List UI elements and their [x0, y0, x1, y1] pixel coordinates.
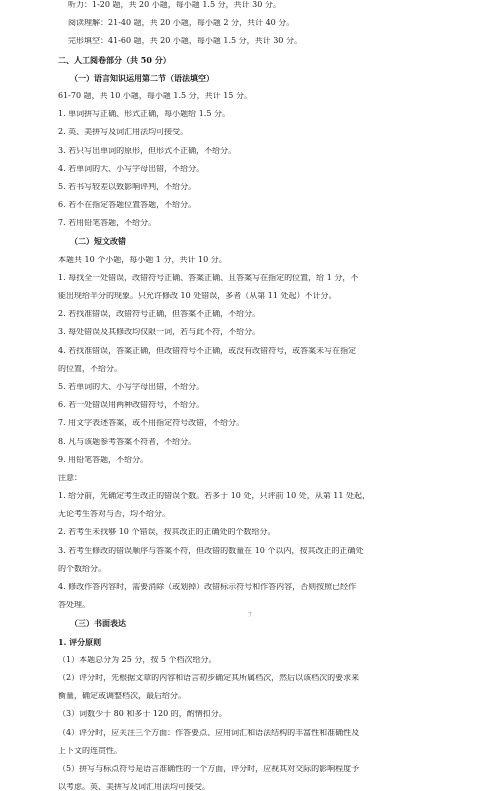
correction-rule-6: 6. 若一处错误用两种改错符号，不给分。 [58, 401, 205, 410]
principle-4-cont: 上下文的连贯性。 [58, 746, 122, 755]
note-1: 1. 给分前，先确定考生改正的错误个数。若多于 10 处，只评前 10 处，从第 11 处起， [58, 492, 370, 501]
note-1-cont: 无论考生答对与否，均不给分。 [58, 510, 170, 519]
page-number: 7 [248, 612, 252, 619]
note-3: 3. 若考生修改的错误顺序与答案不符，但改错的数量在 10 个以内，按其改正的正确处 [58, 546, 364, 555]
grammar-rule-5: 5. 若书写较差以致影响评判，不给分。 [58, 182, 197, 191]
grammar-rule-4: 4. 若单词的大、小写字母出错，不给分。 [58, 164, 205, 173]
grammar-rule-7: 7. 若用铅笔答题，不给分。 [58, 219, 157, 228]
scoring-principles-heading: 1. 评分原则 [58, 637, 102, 646]
principle-4: （4）评分时，应关注三个方面：作答要点、应用词汇和语法结构的丰富性和准确性及 [58, 728, 360, 737]
correction-rule-4-cont: 的位置，不给分。 [58, 364, 122, 373]
writing-heading: （三）书面表达 [70, 619, 126, 628]
correction-rule-3: 3. 每处错误及其修改均仅限一词，若与此不符，不给分。 [58, 328, 261, 337]
note-2: 2. 若考生未找够 10 个错误，按其改正的正确处的个数给分。 [58, 528, 276, 537]
principle-5-cont: 以考虑。英、美拼写及词汇用法均可接受。 [58, 783, 210, 791]
error-correction-heading: （二）短文改错 [70, 237, 126, 246]
listening-scoring-line: 听力：1-20 题，共 20 小题，每小题 1.5 分，共计 30 分。 [68, 1, 281, 9]
principle-2: （2）评分时，先根据文章的内容和语言初步确定其所属档次，然后以该档次的要求来 [58, 673, 360, 682]
correction-rule-1-cont: 能出现给半分的现象。只允许修改 10 处错误，多者（从第 11 处起）不计分。 [58, 292, 337, 300]
note-4-cont: 答处理。 [58, 601, 90, 610]
grammar-fill-summary: 61-70 题，共 10 小题，每小题 1.5 分，共计 15 分。 [58, 91, 252, 100]
correction-rule-5: 5. 若单词的大、小写字母出错，不给分。 [58, 382, 205, 391]
grammar-rule-1: 1. 单词拼写正确、形式正确，每小题给 1.5 分。 [58, 110, 230, 119]
correction-rule-8: 8. 凡与该题参考答案不符者，不给分。 [58, 437, 197, 446]
correction-rule-2: 2. 若找准错误，改错符号正确，但答案不正确，不给分。 [58, 310, 261, 319]
grammar-rule-2: 2. 英、美拼写及词汇用法均可接受。 [58, 128, 189, 137]
principle-1: （1）本题总分为 25 分，按 5 个档次给分。 [58, 655, 217, 664]
reading-scoring-line: 阅读理解：21-40 题，共 20 小题，每小题 2 分，共计 40 分。 [68, 19, 295, 28]
note-3-cont: 的个数给分。 [58, 564, 106, 573]
error-correction-summary: 本题共 10 个小题，每小题 1 分，共计 10 分。 [58, 255, 227, 264]
correction-rule-1: 1. 每找全一处错误，改错符号正确、答案正确、且答案写在指定的位置，给 1 分，不 [58, 273, 359, 282]
principle-5: （5）拼写与标点符号是语言准确性的一个方面，评分时，应视其对交际的影响程度予 [58, 764, 360, 773]
principle-3: （3）词数少于 80 和多于 120 的，酌情扣分。 [58, 710, 227, 719]
grammar-rule-3: 3. 若只写出单词的原形，但形式不正确，不给分。 [58, 146, 237, 155]
note-4: 4. 修改作答内容时，需要消除（或划掉）改错标示符号和作答内容，否则按照已经作 [58, 583, 357, 591]
grammar-rule-6: 6. 若不在指定答题位置答题，不给分。 [58, 201, 197, 210]
correction-rule-4: 4. 若找准错误，答案正确，但改错符号不正确，或没有改错符号，或答案未写在指定 [58, 346, 357, 355]
principle-2-cont: 衡量，确定或调整档次，最后给分。 [58, 692, 186, 701]
document-page [0, 1, 500, 791]
correction-rule-9: 9. 用铅笔答题，不给分。 [58, 455, 149, 464]
cloze-scoring-line: 完形填空：41-60 题，共 20 小题，每小题 1.5 分，共计 30 分。 [68, 37, 302, 46]
grammar-fill-heading: （一）语言知识运用第二节（语法填空） [70, 73, 214, 82]
correction-rule-7: 7. 用文字表述答案，或不用指定符号改错，不给分。 [58, 419, 245, 428]
note-heading: 注意： [58, 473, 82, 482]
section-two-heading: 二、人工阅卷部分（共 50 分） [58, 55, 171, 64]
